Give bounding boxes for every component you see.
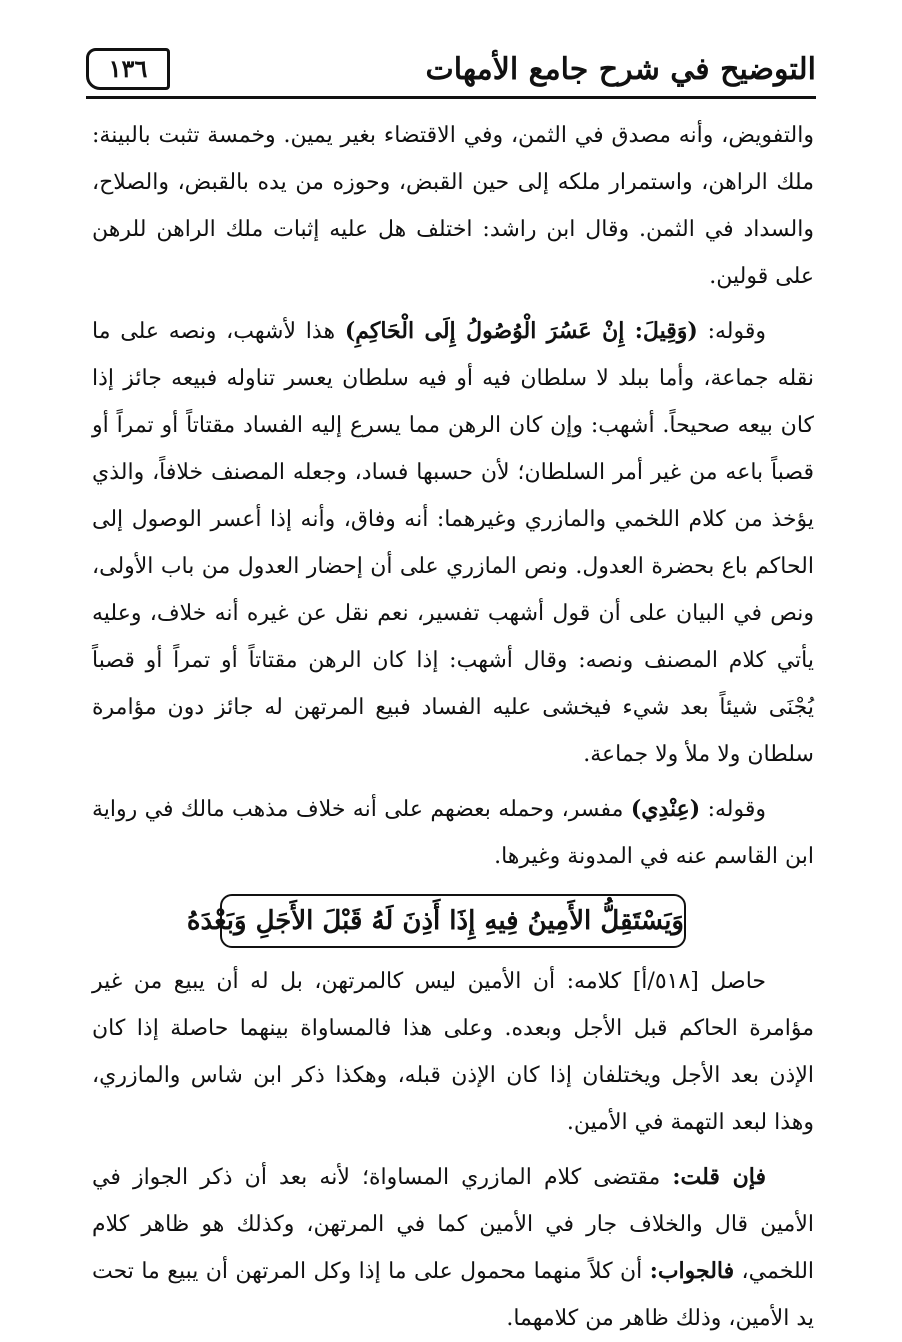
paragraph-3-lead: وقوله: [700, 797, 766, 822]
page-header [86, 40, 816, 98]
answer-marker: فالجواب: [649, 1258, 735, 1284]
paragraph-1 [92, 112, 814, 300]
paragraph-5-rest: أن كلاً منهما محمول على ما إذا وكل المرتهن أن يبيع ما تحت يد الأمين، وذلك ظاهر من كلامهما. [92, 1259, 814, 1331]
paragraph-3-text: مفسر، وحمله بعضهم على أنه خلاف مذهب مالك في رواية ابن القاسم عنه في المدونة وغيرها. [92, 797, 814, 869]
paragraph-3 [92, 786, 814, 880]
paragraph-4 [92, 958, 814, 1146]
running-title: التوضيح في شرح جامع الأمهات [425, 52, 816, 87]
page-body [92, 112, 814, 1342]
page-number: ١٣٦ [86, 48, 170, 90]
paragraph-1-text: والتفويض، وأنه مصدق في الثمن، وفي الاقتضاء بغير يمين. وخمسة تثبت بالبينة: ملك الراهن، واستمرار ملكه إلى حين القبض، وحوزه من يده بالقبض، والصلاح، والسداد في الثمن. وقال ابن راشد: اختلف هل عليه إثبات ملك الراهن للرهن على قولين. [92, 123, 814, 289]
quoted-matn-3: (عِنْدِي) [630, 796, 701, 822]
paragraph-2 [92, 308, 814, 778]
paragraph-5-text: مقتضى كلام المازري المساواة؛ لأنه بعد أن ذكر الجواز في الأمين قال والخلاف جار في الأمين كما في المرتهن، وكذلك هو ظاهر كلام اللخمي، [92, 1165, 815, 1284]
section-heading-wrap [92, 890, 814, 952]
question-marker: فإن قلت: [672, 1164, 767, 1190]
paragraph-2-text: هذا لأشهب، ونصه على ما نقله جماعة، وأما ببلد لا سلطان فيه أو فيه سلطان يعسر تناوله فبيعه جائز إذا كان بيعه صحيحاً. أشهب: وإن كان الرهن مما يسرع إليه الفساد مقتاتاً أو تمراً أو قصباً باعه من غير أمر السلطان؛ لأن حسبها فساد، وجعله المصنف خلافاً، والذي يؤخذ من كلام اللخمي والمازري وغيرهما: أنه وفاق، وأنه إذا أعسر الوصول إلى الحاكم باع بحضرة العدول. ونص المازري على أن إحضار العدول من باب الأولى، ونص في البيان على أن قول أشهب تفسير، نعم نقل عن غيره أنه خلاف، وعليه يأتي كلام المصنف ونصه: وقال أشهب: إذا كان الرهن مقتاتاً أو تمراً أو قصباً يُجْنَى شيئاً بعد شيء فيخشى عليه الفساد فبيع المرتهن له جائز دون مؤامرة سلطان ولا ملأ ولا جماعة. [92, 319, 814, 767]
paragraph-2-lead: وقوله: [697, 319, 766, 344]
header-rule [86, 96, 816, 99]
quoted-matn-2: (وَقِيلَ: إِنْ عَسُرَ الْوُصُولُ إِلَى الْحَاكِمِ) [344, 318, 698, 344]
paragraph-4-text: حاصل [٥١٨/أ] كلامه: أن الأمين ليس كالمرتهن، بل له أن يبيع من غير مؤامرة الحاكم قبل الأجل وبعده. وعلى هذا فالمساواة بينهما حاصلة إذا كان الإذن بعد الأجل ويختلفان إذا كان الإذن قبله، وهكذا ذكر ابن شاس والمازري، وهذا لبعد التهمة في الأمين. [92, 969, 814, 1135]
section-heading-box: وَيَسْتَقِلُّ الأَمِينُ فِيهِ إِذَا أَذِنَ لَهُ قَبْلَ الأَجَلِ وَبَعْدَهُ [220, 894, 686, 948]
